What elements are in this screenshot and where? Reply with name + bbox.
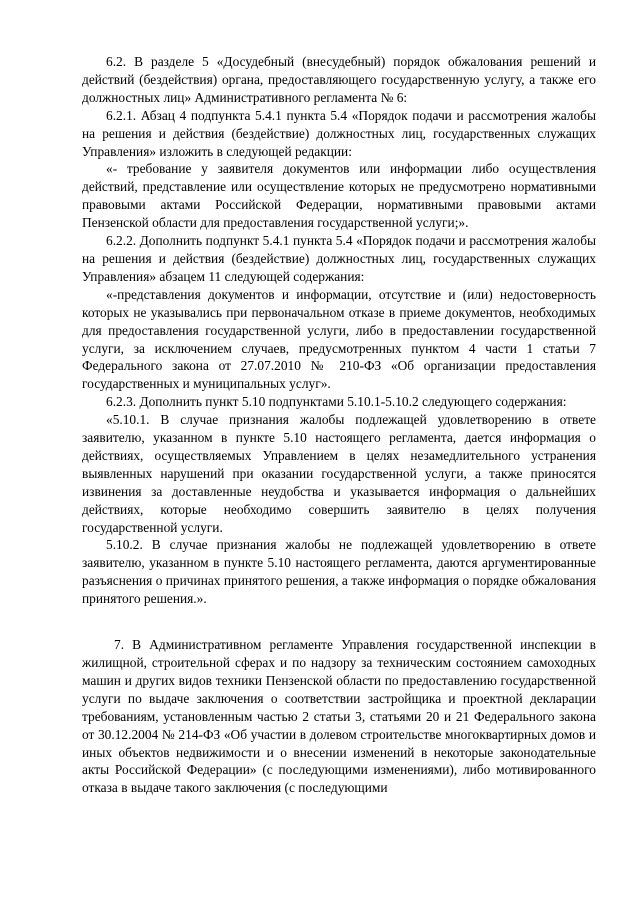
paragraph-5-10-2: 5.10.2. В случае признания жалобы не подлежащей удовлетворению в ответе заявителю, указанном в пункте 5.10 настоящего регламента, даются аргументированные разъяснения о причинах принятого решения, а также информация о порядке обжалования принятого решения.». bbox=[82, 537, 596, 607]
paragraph-7: 7. В Административном регламенте Управления государственной инспекции в жилищной, строительной сферах и по надзору за техническим состоянием самоходных машин и других видов техники Пензенской области по предоставлению государственной услуги по выдаче заключения о соответствии застройщика и проектной декларации требованиям, установленным частью 2 статьи 3, статьями 20 и 21 Федерального закона от 30.12.2004 № 214-ФЗ «Об участии в долевом строительстве многоквартирных домов и иных объектов недвижимости и о внесении изменений в некоторые законодательные акты Российской Федерации» (с последующими изменениями), либо мотивированного отказа в выдаче такого заключения (с последующими bbox=[82, 637, 596, 796]
paragraph-6-2-2: 6.2.2. Дополнить подпункт 5.4.1 пункта 5.4 «Порядок подачи и рассмотрения жалобы на решения и действия (бездействие) должностных лиц, государственных служащих Управления» абзацем 11 следующей содержания: bbox=[82, 233, 596, 284]
quote-documents: «-представления документов и информации, отсутствие и (или) недостоверность которых не указывались при первоначальном отказе в приеме документов, необходимых для предоставления государственной услуги, либо в предоставлении государственной услуги, за исключением случаев, предусмотренных пунктом 4 части 1 статьи 7 Федерального закона от 27.07.2010 № 210-ФЗ «Об организации предоставления государственных и муниципальных услуг». bbox=[82, 286, 596, 392]
quote-requirement: «- требование у заявителя документов или информации либо осуществления действий, представление или осуществление которых не предусмотрено нормативными правовыми актами Российской Федерации, нормативными правовыми актами Пензенской области для предоставления государственной услуги;». bbox=[82, 161, 596, 231]
section-spacer bbox=[82, 608, 596, 636]
document-page bbox=[82, 53, 596, 797]
paragraph-6-2-1: 6.2.1. Абзац 4 подпункта 5.4.1 пункта 5.4 «Порядок подачи и рассмотрения жалобы на решения и действия (бездействие) должностных лиц, государственных служащих Управления» изложить в следующей редакции: bbox=[82, 107, 596, 159]
paragraph-5-10-1: «5.10.1. В случае признания жалобы подлежащей удовлетворению в ответе заявителю, указанном в пункте 5.10 настоящего регламента, дается информация о действиях, осуществляемых Управлением в целях незамедлительного устранения выявленных нарушений при оказании государственной услуги, а также приносятся извинения за доставленные неудобства и указывается информация о дальнейших действиях, которые необходимо совершить заявителю в целях получения государственной услуги. bbox=[82, 412, 596, 535]
paragraph-6-2: 6.2. В разделе 5 «Досудебный (внесудебный) порядок обжалования решений и действий (бездействия) органа, предоставляющего государственную услугу, а также его должностных лиц» Административного регламента № 6: bbox=[82, 54, 596, 105]
paragraph-6-2-3: 6.2.3. Дополнить пункт 5.10 подпунктами 5.10.1-5.10.2 следующего содержания: bbox=[106, 394, 567, 410]
